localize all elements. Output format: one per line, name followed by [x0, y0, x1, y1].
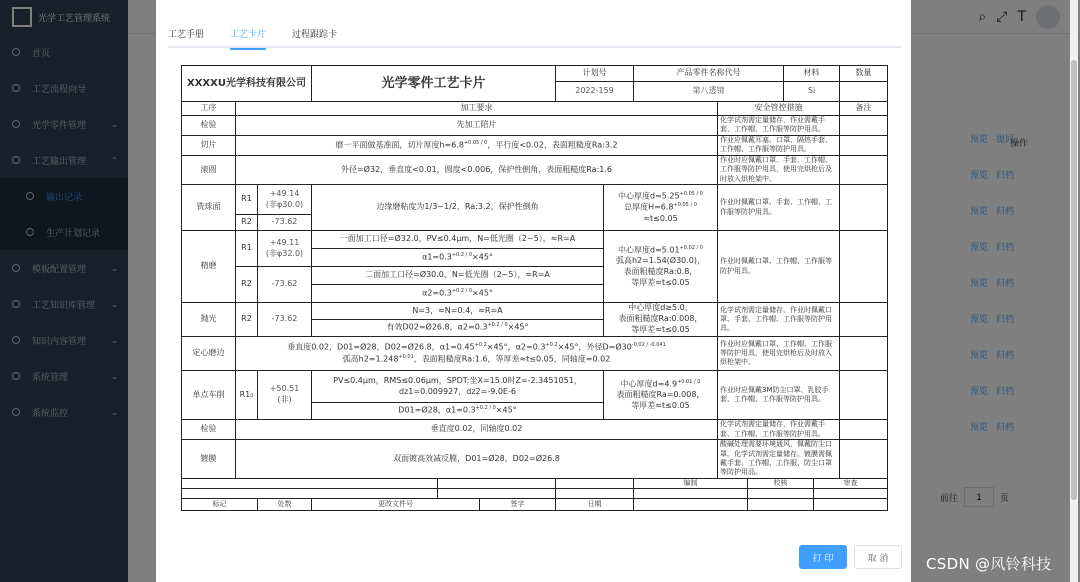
radius-label: R1₀ — [236, 371, 258, 420]
process-requirement: $\alpha 1=0.3^{+0.2 / 0}\times 45^\circ$ — [312, 249, 604, 267]
process-requirement: 二面加工口径=Ø30.0，N=低光圈（2~5），≈R=A — [312, 267, 604, 285]
tab-process-manual[interactable]: 工艺手册 — [168, 30, 205, 40]
radius-value: +49.11 (非φ32.0) — [258, 231, 312, 267]
qty-value — [840, 82, 888, 102]
process-remark — [840, 231, 888, 303]
col-safety: 安全管控措施 — [718, 102, 840, 116]
process-safety: 作业时佩戴口罩、工作帽、工作服等防护用具。 — [718, 231, 840, 303]
col-remarks: 备注 — [840, 102, 888, 116]
process-safety: 化学试剂需定量储存，作业需戴手套、工作帽、工作服等防护用具。 — [718, 420, 840, 440]
qty-label: 数量 — [840, 66, 888, 82]
tab-process-card[interactable]: 工艺卡片 — [230, 28, 266, 48]
card-title: 光学零件工艺卡片 — [312, 66, 556, 102]
plan-no-label: 计划号 — [556, 66, 634, 82]
process-requirement: PV≤0.4μm，RMS≤0.06μm，SPDT:坐X=15.0时Z=-2.3451051，dz1=0.009927，dz2=-9.0E-6 — [312, 371, 604, 403]
process-requirement: 垂直度0.02，D01=Ø28，D02=Ø26.8，$\alpha 1=0.45^{+0.2}\times 45^\circ$，$\alpha 2=0.3^{+0.2}\times 45^\circ$，外径$D=Ø30^{-0.02 / -0.041}$ 弧高$h2=1.248^{+0.01}$，表面粗糙度Ra:1.6，等厚差≈t≤0.05，同轴度=0.02 — [236, 337, 718, 371]
process-safety: 酸碱处理需要环境通风，佩戴防尘口罩。化学试剂需定量储存。镀膜需佩戴手套、工作帽、工作服、防尘口罩等防护用品。 — [718, 440, 840, 479]
process-remark — [840, 116, 888, 136]
radius-value: -73.62 — [258, 215, 312, 231]
process-safety: 作业时应佩戴3M防尘口罩、乳胶手套、工作帽、工作服等防护用具。 — [718, 371, 840, 420]
proofread-label: 校核 — [748, 478, 814, 488]
process-dimensions: 中心厚度$d=4.9^{+0.01 / 0}$ 表面粗糙度Ra=0.008， 等厚差≈t≤0.05 — [604, 371, 718, 420]
process-remark — [840, 185, 888, 231]
process-name: 检验 — [182, 420, 236, 440]
process-requirement: 垂直度0.02，同轴度0.02 — [236, 420, 718, 440]
change-doc-label: 更改文件号 — [312, 499, 480, 511]
compile-label: 编制 — [634, 478, 748, 488]
plan-no-value: 2022-159 — [556, 82, 634, 102]
process-name: 铣球面 — [182, 185, 236, 231]
material-value: Si — [784, 82, 840, 102]
count-label: 处数 — [258, 499, 312, 511]
process-card-table — [181, 65, 888, 511]
cancel-button[interactable]: 取 消 — [854, 545, 902, 569]
material-label: 材料 — [784, 66, 840, 82]
radius-label: R2 — [236, 267, 258, 303]
process-name: 检验 — [182, 116, 236, 136]
process-requirement: $\alpha 2=0.3^{+0.2 / 0}\times 45^\circ$ — [312, 285, 604, 303]
radius-label: R2 — [236, 215, 258, 231]
process-safety: 化学试剂需定量储存，作业时佩戴口罩、手套、工作帽、工作服等防护用具。 — [718, 303, 840, 337]
process-requirement: 双面镀高效减反膜，D01=Ø28，D02=Ø26.8 — [236, 440, 718, 479]
radius-label: R1 — [236, 185, 258, 215]
process-card — [181, 65, 887, 533]
process-name: 单点车削 — [182, 371, 236, 420]
process-requirement: 边缘磨粘度为1/3~1/2，Ra:3.2，保护性倒角 — [312, 185, 604, 231]
process-requirement: 有效D02=Ø26.8，$\alpha 2=0.3^{+0.2 / 0}\times 45^\circ$ — [312, 320, 604, 337]
process-dimensions: 中心厚度$d=5.01^{+0.02 / 0}$ 弧高h2=1.54(Ø30.0)， 表面粗糙度Ra:0.8， 等厚差≈t≤0.05 — [604, 231, 718, 303]
process-remark — [840, 155, 888, 184]
process-safety: 作业时应佩戴口罩、工作帽、工作服等防护用具，使用完烘枪后及时放入烘枪架中。 — [718, 337, 840, 371]
process-remark — [840, 420, 888, 440]
product-code-label: 产品零件名称代号 — [634, 66, 784, 82]
radius-value: -73.62 — [258, 303, 312, 337]
process-requirement: 磨一平面做基准面，切片厚度$h=6.8^{+0.05 / 0}$，平行度<0.02，表面粗糙度Ra:3.2 — [236, 135, 718, 155]
col-requirement: 加工要求 — [236, 102, 718, 116]
process-card-modal — [156, 0, 911, 582]
process-requirement: N=3，≈N=0.4，≈R=A — [312, 303, 604, 320]
tab-tracking-card[interactable]: 过程跟踪卡 — [292, 30, 338, 40]
process-remark — [840, 303, 888, 337]
process-name: 切片 — [182, 135, 236, 155]
process-name: 抛光 — [182, 303, 236, 337]
date-label: 日期 — [556, 499, 634, 511]
process-name: 滚圆 — [182, 155, 236, 184]
process-safety: 作业时应佩戴口罩、手套、工作帽、工作服等防护用具，使用完烘枪后及时放入烘枪架中。 — [718, 155, 840, 184]
company-name: XXXXU光学科技有限公司 — [182, 66, 312, 102]
process-requirement: 一面加工口径=Ø32.0，PV≤0.4μm，N=低光圈（2~5），≈R=A — [312, 231, 604, 249]
process-safety: 作业应佩戴耳塞、口罩、隔热手套、工作帽、工作服等防护用具。 — [718, 135, 840, 155]
process-safety: 作业时佩戴口罩、手套、工作帽、工作服等防护用具。 — [718, 185, 840, 231]
radius-value: -73.62 — [258, 267, 312, 303]
watermark: CSDN @风铃科技 — [926, 555, 1052, 573]
scrollbar[interactable] — [1070, 0, 1078, 582]
col-process: 工序 — [182, 102, 236, 116]
review-label: 审查 — [814, 478, 888, 488]
radius-label: R1 — [236, 231, 258, 267]
process-dimensions: 中心厚度d≥5.0， 表面粗糙度Ra:0.008， 等厚差≈t≤0.05 — [604, 303, 718, 337]
process-requirement: D01=Ø28，$\alpha 1=0.3^{+0.2 / 0}\times 45^\circ$ — [312, 403, 604, 420]
process-dimensions: 中心厚度$d=5.25^{+0.05 / 0}$ 总厚度$H=6.8^{+0.05 / 0}$ ≈t≤0.05 — [604, 185, 718, 231]
radius-value: +50.51 (非) — [258, 371, 312, 420]
process-name: 镀膜 — [182, 440, 236, 479]
product-code-value: 第八透镜 — [634, 82, 784, 102]
process-requirement: 外径=Ø32，垂直度<0.01，圆度<0.006，保护性倒角，表面粗糙度Ra:1.6 — [236, 155, 718, 184]
process-remark — [840, 440, 888, 479]
sign-label: 签字 — [480, 499, 556, 511]
process-name: 定心磨边 — [182, 337, 236, 371]
scrollbar-thumb[interactable] — [1071, 60, 1077, 500]
process-remark — [840, 135, 888, 155]
mark-label: 标记 — [182, 499, 258, 511]
print-button[interactable]: 打 印 — [799, 545, 847, 569]
process-remark — [840, 337, 888, 371]
radius-value: +49.14 (非φ30.0) — [258, 185, 312, 215]
process-remark — [840, 371, 888, 420]
process-name: 精磨 — [182, 231, 236, 303]
radius-label: R2 — [236, 303, 258, 337]
modal-tabs — [168, 28, 901, 48]
process-safety: 化学试剂需定量储存，作业需戴手套、工作帽、工作服等防护用具。 — [718, 116, 840, 136]
process-requirement: 先加工陪片 — [236, 116, 718, 136]
